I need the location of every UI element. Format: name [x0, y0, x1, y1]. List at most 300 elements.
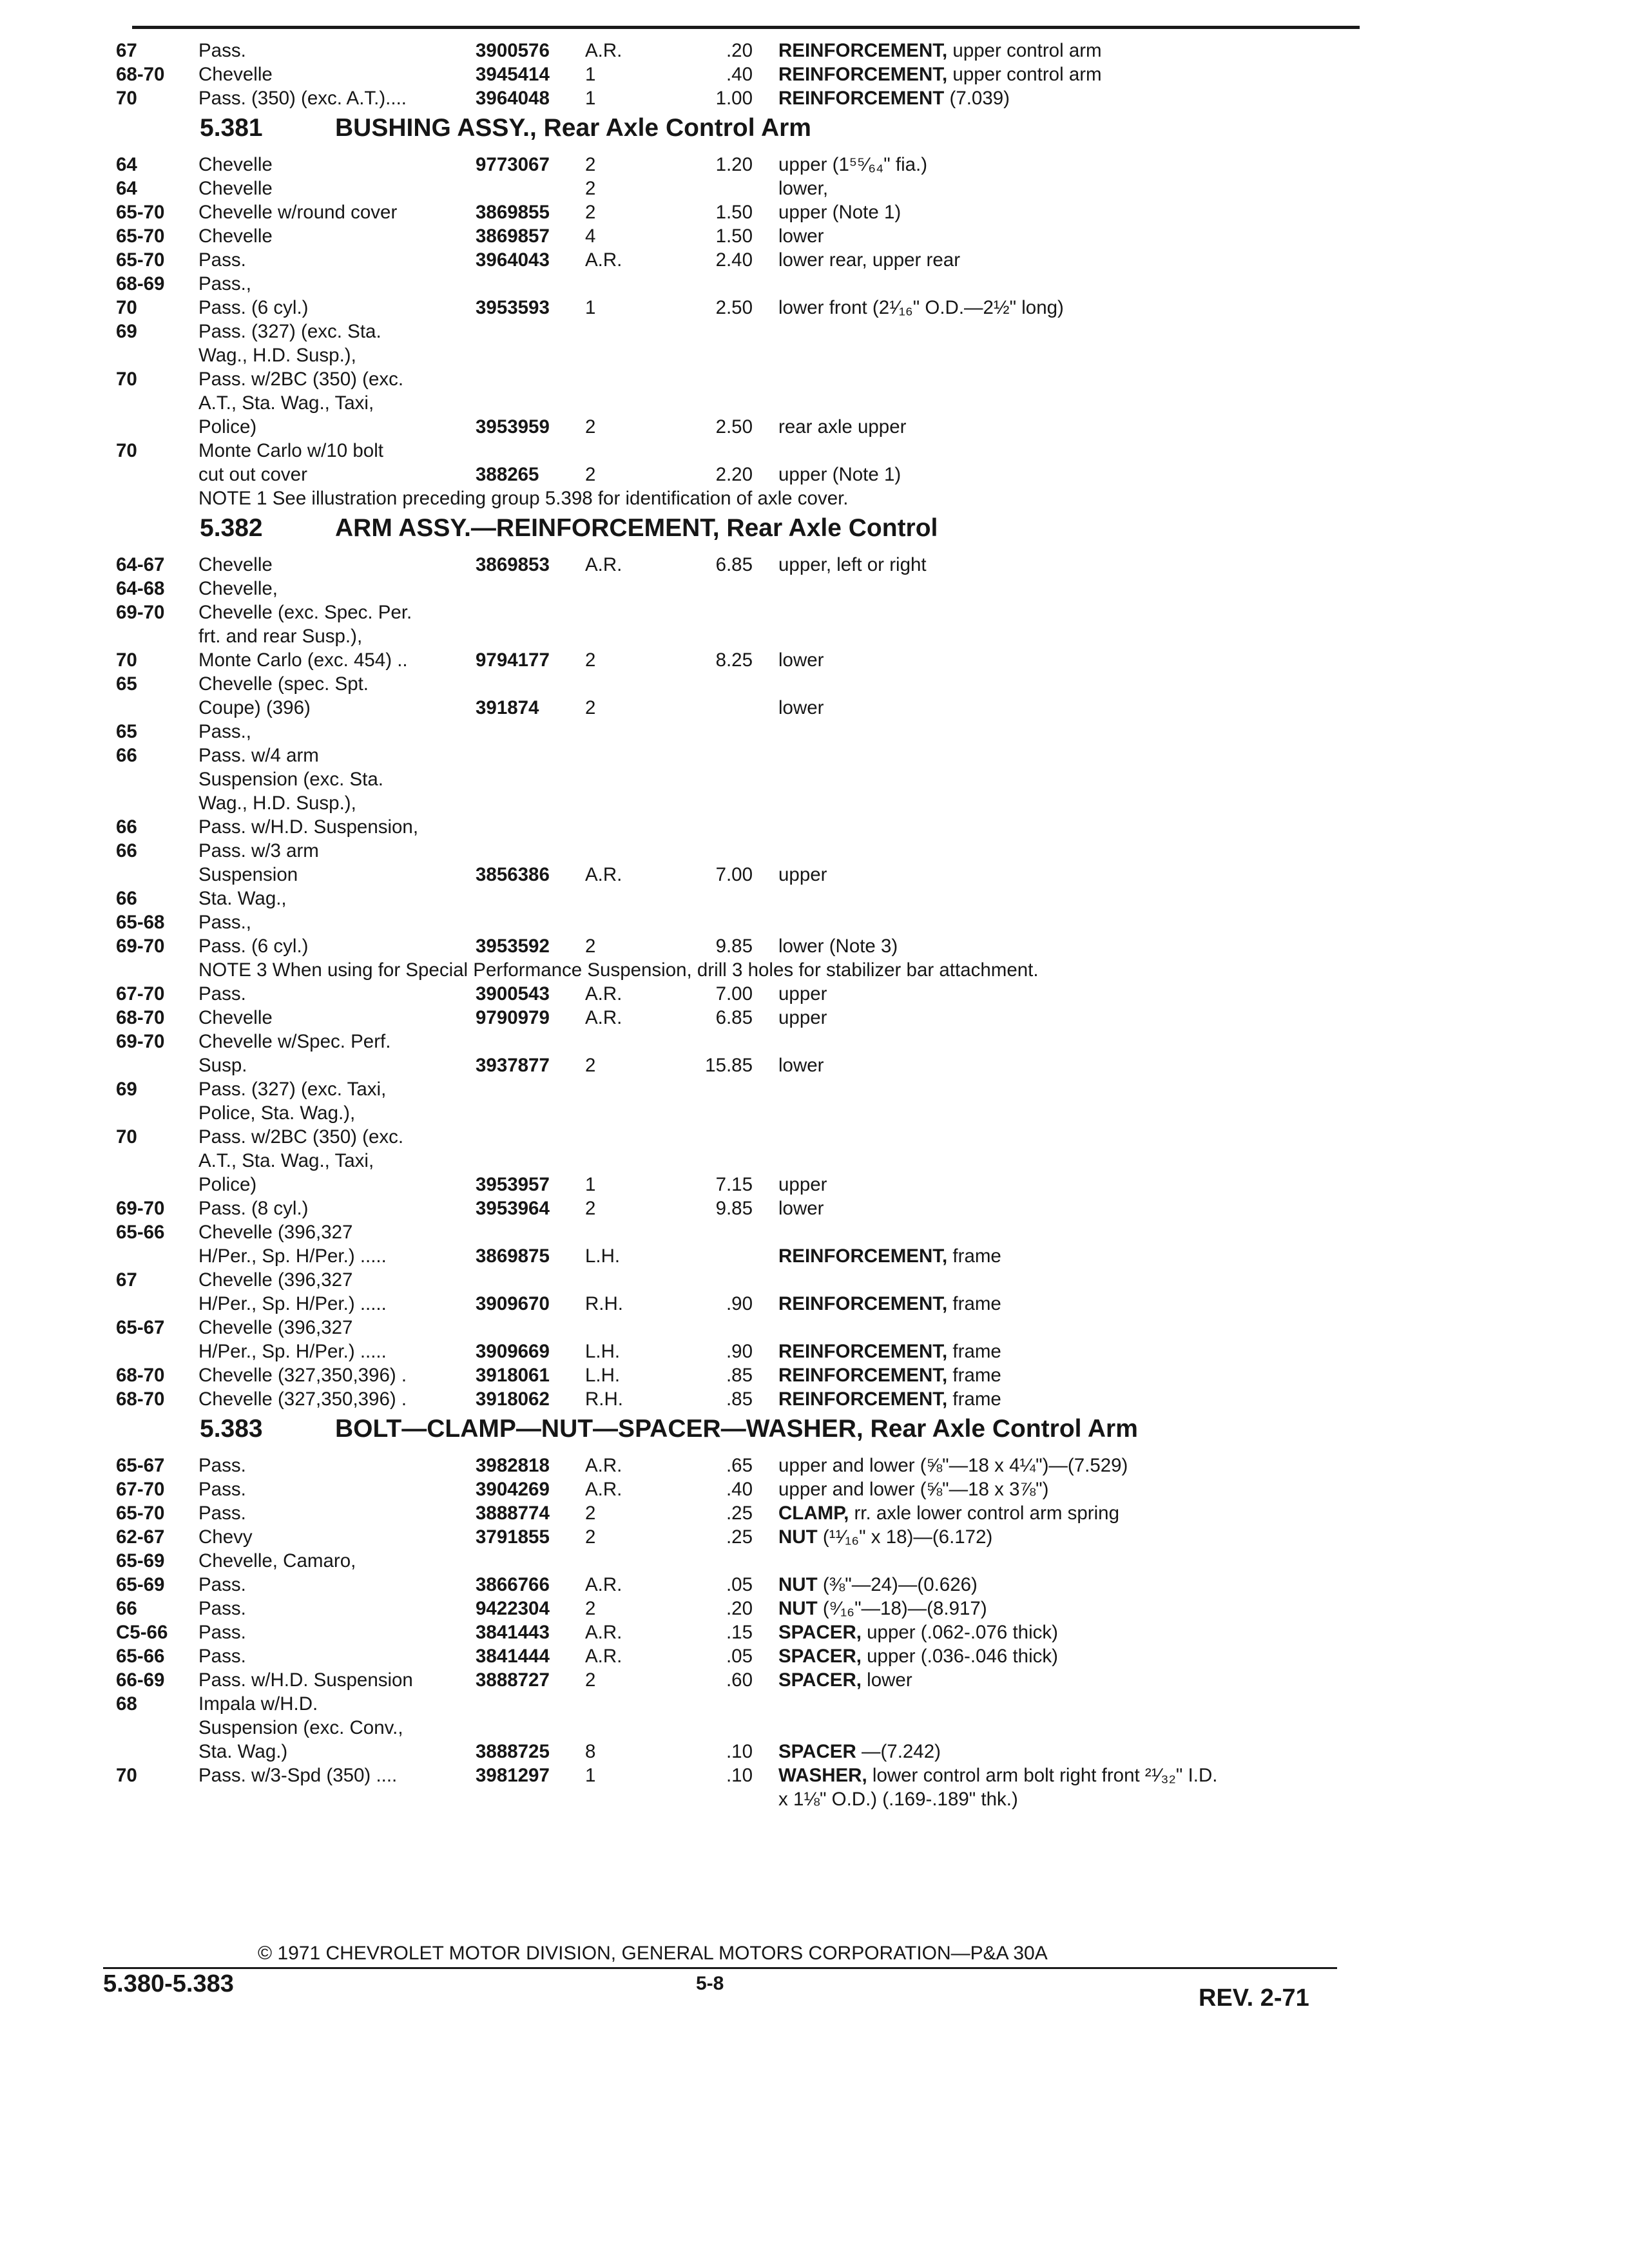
row-years: 69-70	[116, 1198, 165, 1219]
row-part-name	[778, 1454, 1373, 1477]
row-part-name-text: upper (1⁵⁵⁄₆₄" fia.)	[778, 154, 928, 175]
row-part-name	[778, 1787, 1373, 1811]
section-note: NOTE 3 When using for Special Performance Suspension, drill 3 holes for stabilizer bar attachment.	[198, 959, 1039, 981]
row-years: 65-66	[116, 1222, 165, 1243]
row-part-name-bold: REINFORCEMENT,	[778, 1293, 948, 1314]
row-price: 7.00	[715, 983, 753, 1004]
catalog-row	[116, 934, 1373, 958]
row-part-name	[778, 982, 1373, 1006]
row-part-name-text: rr. axle lower control arm spring	[849, 1503, 1119, 1524]
row-part-name-text: —(7.242)	[856, 1741, 941, 1762]
row-quantity: A.R.	[585, 1007, 622, 1028]
row-description: Pass. w/3 arm	[198, 840, 319, 861]
row-part-name-bold: REINFORCEMENT,	[778, 1245, 948, 1267]
row-description: Chevelle (spec. Spt.	[198, 673, 369, 695]
row-years: 68-70	[116, 1365, 165, 1386]
catalog-row	[116, 863, 1373, 887]
row-part-number: 3888725	[476, 1741, 550, 1762]
row-part-name-text: upper, left or right	[778, 554, 927, 575]
row-years: 65	[116, 673, 137, 695]
catalog-row	[116, 1196, 1373, 1220]
catalog-row	[116, 177, 1373, 200]
row-description: Pass.	[198, 1622, 246, 1643]
row-description: Chevelle, Camaro,	[198, 1550, 356, 1571]
row-description: Police, Sta. Wag.),	[198, 1102, 356, 1124]
row-years: 70	[116, 649, 137, 671]
row-part-number: 3964048	[476, 88, 550, 109]
row-quantity: R.H.	[585, 1293, 623, 1314]
row-part-name-text: lower rear, upper rear	[778, 249, 961, 271]
row-years: 65	[116, 721, 137, 742]
row-part-name-bold: REINFORCEMENT,	[778, 64, 948, 85]
row-description: Monte Carlo (exc. 454) ..	[198, 649, 408, 671]
row-part-name	[778, 1340, 1373, 1363]
catalog-row	[116, 624, 1373, 648]
catalog-row	[116, 720, 1373, 744]
section-number: 5.382	[200, 514, 263, 542]
catalog-row	[116, 463, 1373, 486]
row-description: Chevelle (396,327	[198, 1269, 353, 1291]
row-part-name	[778, 1740, 1373, 1763]
catalog-row	[116, 1501, 1373, 1525]
row-part-number: 3953964	[476, 1198, 550, 1219]
row-part-name	[778, 153, 1373, 177]
row-part-name-bold: SPACER	[778, 1741, 856, 1762]
row-part-name-text: frame	[947, 1245, 1001, 1267]
row-description: Impala w/H.D.	[198, 1693, 318, 1715]
row-years: 64-67	[116, 554, 165, 575]
row-description: Coupe) (396)	[198, 697, 311, 718]
row-part-number: 3953957	[476, 1174, 550, 1195]
row-quantity: 2	[585, 1598, 596, 1619]
catalog-row	[116, 62, 1373, 86]
row-description: Chevy	[198, 1526, 253, 1548]
row-part-name-text: (⅜"—24)—(0.626)	[817, 1574, 978, 1595]
row-years: 66	[116, 888, 137, 909]
catalog-row	[116, 1173, 1373, 1196]
row-description: Chevelle w/Spec. Perf.	[198, 1031, 391, 1052]
row-quantity: 2	[585, 649, 596, 671]
row-part-name-text: upper (Note 1)	[778, 464, 901, 485]
row-quantity: 2	[585, 178, 596, 199]
row-quantity: 2	[585, 202, 596, 223]
row-quantity: A.R.	[585, 249, 622, 271]
row-description: Pass. w/2BC (350) (exc.	[198, 1126, 404, 1148]
row-description: Chevelle (exc. Spec. Per.	[198, 602, 412, 623]
catalog-section	[116, 39, 1373, 110]
catalog-row	[116, 1525, 1373, 1549]
catalog-row	[116, 224, 1373, 248]
row-price: 2.20	[715, 464, 753, 485]
row-price: 2.50	[715, 297, 753, 318]
row-price: .10	[726, 1765, 753, 1786]
catalog-row	[116, 1477, 1373, 1501]
row-description: Chevelle	[198, 226, 273, 247]
section-title: BUSHING ASSY., Rear Axle Control Arm	[335, 114, 811, 142]
row-part-number: 3953592	[476, 936, 550, 957]
row-description: Pass. (6 cyl.)	[198, 297, 309, 318]
row-part-name-bold: NUT	[778, 1526, 818, 1548]
row-years: 70	[116, 1765, 137, 1786]
row-years: 67-70	[116, 1479, 165, 1500]
row-part-name	[778, 463, 1373, 486]
row-price: .25	[726, 1526, 753, 1548]
row-years: 70	[116, 440, 137, 461]
row-description: Chevelle w/round cover	[198, 202, 398, 223]
row-description: Wag., H.D. Susp.),	[198, 345, 356, 366]
row-part-name-bold: SPACER,	[778, 1646, 862, 1667]
row-years: 67	[116, 1269, 137, 1291]
row-part-name	[778, 696, 1373, 720]
row-years: 64	[116, 178, 137, 199]
row-description: Pass. w/3-Spd (350) ....	[198, 1765, 398, 1786]
row-part-name-text: lower control arm bolt right front ²¹⁄₃₂" I.D.	[867, 1765, 1218, 1786]
copyright-line: © 1971 CHEVROLET MOTOR DIVISION, GENERAL MOTORS CORPORATION—P&A 30A	[258, 1943, 1048, 1964]
row-part-name-text: rear axle upper	[778, 416, 907, 437]
row-description: H/Per., Sp. H/Per.) .....	[198, 1341, 387, 1362]
row-part-name	[778, 1644, 1373, 1668]
catalog-row	[116, 248, 1373, 272]
catalog-row	[116, 1053, 1373, 1077]
row-part-name	[778, 248, 1373, 272]
row-description: Chevelle	[198, 154, 273, 175]
catalog-row	[116, 1644, 1373, 1668]
row-quantity: L.H.	[585, 1365, 621, 1386]
row-description: Chevelle	[198, 64, 273, 85]
row-description: Pass.	[198, 1646, 246, 1667]
row-years: 69	[116, 321, 137, 342]
row-description: Pass.	[198, 1503, 246, 1524]
row-price: .20	[726, 1598, 753, 1619]
row-part-number: 3869857	[476, 226, 550, 247]
row-part-name-text: upper (Note 1)	[778, 202, 901, 223]
row-description: Monte Carlo w/10 bolt	[198, 440, 383, 461]
section-heading	[200, 1415, 1373, 1454]
row-price: 2.40	[715, 249, 753, 271]
row-quantity: L.H.	[585, 1245, 621, 1267]
row-price: .40	[726, 64, 753, 85]
row-part-name	[778, 415, 1373, 439]
row-years: 70	[116, 297, 137, 318]
catalog-row	[116, 320, 1373, 343]
row-part-name	[778, 1053, 1373, 1077]
row-part-number: 3888774	[476, 1503, 550, 1524]
row-part-number: 3869855	[476, 202, 550, 223]
row-description: Chevelle	[198, 554, 273, 575]
catalog-row	[116, 648, 1373, 672]
row-years: 68-70	[116, 64, 165, 85]
row-part-name	[778, 1387, 1373, 1411]
row-quantity: 2	[585, 1503, 596, 1524]
row-quantity: 2	[585, 1055, 596, 1076]
row-part-name-text: upper (.062-.076 thick)	[861, 1622, 1058, 1643]
catalog-row	[116, 391, 1373, 415]
row-part-name-bold: REINFORCEMENT,	[778, 1365, 948, 1386]
row-part-name-text: (⁹⁄₁₆"—18)—(8.917)	[817, 1598, 987, 1619]
catalog-row	[116, 1340, 1373, 1363]
catalog-row	[116, 1077, 1373, 1101]
row-part-number: 388265	[476, 464, 539, 485]
catalog-row	[116, 1149, 1373, 1173]
row-part-name-text: lower	[778, 1198, 824, 1219]
row-part-name	[778, 648, 1373, 672]
row-part-name-text: upper (.036-.046 thick)	[861, 1646, 1058, 1667]
row-description: Suspension	[198, 864, 298, 885]
row-part-name	[778, 1597, 1373, 1620]
row-quantity: A.R.	[585, 864, 622, 885]
row-part-number: 3841444	[476, 1646, 550, 1667]
row-description: Police)	[198, 416, 257, 437]
catalog-row	[116, 1268, 1373, 1292]
row-description: Pass. (327) (exc. Sta.	[198, 321, 381, 342]
row-years: 65-67	[116, 1317, 165, 1338]
row-description: frt. and rear Susp.),	[198, 626, 363, 647]
row-part-name-bold: CLAMP,	[778, 1503, 849, 1524]
row-part-number: 3909669	[476, 1341, 550, 1362]
catalog-row	[116, 1549, 1373, 1573]
catalog-row	[116, 767, 1373, 791]
row-years: 65-69	[116, 1574, 165, 1595]
row-description: Chevelle,	[198, 578, 278, 599]
row-price: .90	[726, 1293, 753, 1314]
row-years: 69-70	[116, 936, 165, 957]
row-part-name-bold: NUT	[778, 1598, 818, 1619]
row-part-name-text: upper control arm	[947, 40, 1102, 61]
row-description: Pass.	[198, 1455, 246, 1476]
catalog-row	[116, 982, 1373, 1006]
section-note: NOTE 1 See illustration preceding group 5.398 for identification of axle cover.	[198, 488, 849, 509]
row-part-name-text: frame	[947, 1365, 1001, 1386]
catalog-row	[116, 1740, 1373, 1763]
row-price: .65	[726, 1455, 753, 1476]
row-years: 70	[116, 88, 137, 109]
row-part-name	[778, 934, 1373, 958]
row-part-name-text: upper	[778, 864, 827, 885]
catalog-row	[116, 1030, 1373, 1053]
row-part-name-text: lower	[778, 697, 824, 718]
row-quantity: 4	[585, 226, 596, 247]
row-part-name-text: (¹¹⁄₁₆" x 18)—(6.172)	[817, 1526, 993, 1548]
row-years: 68-70	[116, 1007, 165, 1028]
catalog-row	[116, 1363, 1373, 1387]
row-years: 65-70	[116, 202, 165, 223]
row-quantity: A.R.	[585, 40, 622, 61]
row-quantity: 1	[585, 1174, 596, 1195]
page-range: 5.380-5.383	[103, 1970, 234, 1997]
row-description: Pass.	[198, 1479, 246, 1500]
row-quantity: 2	[585, 464, 596, 485]
row-description: A.T., Sta. Wag., Taxi,	[198, 392, 374, 414]
catalog-row	[116, 296, 1373, 320]
row-description: Chevelle (327,350,396) .	[198, 1389, 407, 1410]
row-part-name-text: upper and lower (⅝"—18 x 4¼")—(7.529)	[778, 1455, 1128, 1476]
row-price: .85	[726, 1389, 753, 1410]
catalog-row	[116, 696, 1373, 720]
catalog-row	[116, 1620, 1373, 1644]
row-years: 68-70	[116, 1389, 165, 1410]
row-quantity: 1	[585, 88, 596, 109]
row-quantity: A.R.	[585, 1455, 622, 1476]
row-part-number: 3888727	[476, 1669, 550, 1691]
row-price: .10	[726, 1741, 753, 1762]
revision-label: REV. 2-71	[1199, 1984, 1309, 2012]
row-years: 66	[116, 1598, 137, 1619]
row-description: Pass.,	[198, 273, 251, 294]
row-part-name	[778, 1244, 1373, 1268]
row-price: .20	[726, 40, 753, 61]
row-description: Pass. w/4 arm	[198, 745, 319, 766]
row-quantity: 2	[585, 697, 596, 718]
row-part-name-bold: REINFORCEMENT,	[778, 40, 948, 61]
row-years: 65-67	[116, 1455, 165, 1476]
parts-catalog-page	[116, 39, 1373, 1815]
row-part-name	[778, 1363, 1373, 1387]
catalog-row	[116, 744, 1373, 767]
row-part-name	[778, 1477, 1373, 1501]
row-description: Pass.	[198, 249, 246, 271]
row-description: Pass. w/2BC (350) (exc.	[198, 369, 404, 390]
page-number: 5-8	[696, 1973, 724, 1994]
catalog-row	[116, 200, 1373, 224]
row-part-name-text: x 1⅛" O.D.) (.169-.189" thk.)	[778, 1789, 1018, 1810]
row-part-name	[778, 39, 1373, 62]
top-rule	[132, 26, 1360, 29]
row-years: 67-70	[116, 983, 165, 1004]
row-description: Pass. (327) (exc. Taxi,	[198, 1079, 387, 1100]
catalog-row	[116, 1763, 1373, 1787]
row-part-name	[778, 224, 1373, 248]
row-part-name-bold: REINFORCEMENT,	[778, 1341, 948, 1362]
row-quantity: A.R.	[585, 1646, 622, 1667]
row-price: 15.85	[705, 1055, 753, 1076]
row-price: 9.85	[715, 936, 753, 957]
row-years: 65-69	[116, 1550, 165, 1571]
row-part-name	[778, 1525, 1373, 1549]
row-price: .05	[726, 1646, 753, 1667]
row-part-name	[778, 1668, 1373, 1692]
row-part-number: 3982818	[476, 1455, 550, 1476]
row-part-name-text: lower,	[778, 178, 829, 199]
row-description: H/Per., Sp. H/Per.) .....	[198, 1245, 387, 1267]
row-description: Chevelle	[198, 178, 273, 199]
row-description: Pass. (6 cyl.)	[198, 936, 309, 957]
row-years: 69-70	[116, 1031, 165, 1052]
row-part-name	[778, 1173, 1373, 1196]
row-quantity: 2	[585, 1198, 596, 1219]
row-years: 64	[116, 154, 137, 175]
row-quantity: 2	[585, 1526, 596, 1548]
catalog-row	[116, 1125, 1373, 1149]
row-years: 70	[116, 369, 137, 390]
catalog-row	[116, 86, 1373, 110]
row-part-number: 3981297	[476, 1765, 550, 1786]
catalog-row	[116, 415, 1373, 439]
section-number: 5.381	[200, 114, 263, 142]
row-price: .60	[726, 1669, 753, 1691]
row-part-name-text: upper and lower (⅝"—18 x 3⅞")	[778, 1479, 1049, 1500]
row-years: 67	[116, 40, 137, 61]
catalog-row	[116, 343, 1373, 367]
row-part-name-bold: NUT	[778, 1574, 818, 1595]
row-price: .90	[726, 1341, 753, 1362]
row-part-number: 3791855	[476, 1526, 550, 1548]
catalog-row	[116, 1597, 1373, 1620]
row-quantity: 2	[585, 936, 596, 957]
row-years: 65-70	[116, 249, 165, 271]
catalog-section	[116, 514, 1373, 1411]
row-part-number: 3937877	[476, 1055, 550, 1076]
row-part-number: 3918061	[476, 1365, 550, 1386]
section-title: BOLT—CLAMP—NUT—SPACER—WASHER, Rear Axle Control Arm	[335, 1415, 1138, 1443]
row-description: Sta. Wag.)	[198, 1741, 288, 1762]
catalog-row	[116, 439, 1373, 463]
row-description: Chevelle (396,327	[198, 1317, 353, 1338]
row-description: Pass. w/H.D. Suspension,	[198, 816, 419, 838]
row-part-name	[778, 62, 1373, 86]
row-description: Chevelle	[198, 1007, 273, 1028]
row-part-number: 9773067	[476, 154, 550, 175]
row-part-number: 3945414	[476, 64, 550, 85]
section-title: ARM ASSY.—REINFORCEMENT, Rear Axle Control	[335, 514, 938, 542]
catalog-row	[116, 1716, 1373, 1740]
row-description: Pass.	[198, 40, 246, 61]
catalog-row	[116, 577, 1373, 601]
row-part-name-text: frame	[947, 1341, 1001, 1362]
row-years: 68-69	[116, 273, 165, 294]
row-part-name-text: upper control arm	[947, 64, 1102, 85]
row-years: 65-70	[116, 1503, 165, 1524]
row-part-name	[778, 863, 1373, 887]
row-description: Chevelle (327,350,396) .	[198, 1365, 407, 1386]
row-part-name	[778, 553, 1373, 577]
row-part-number: 3900543	[476, 983, 550, 1004]
row-description: Susp.	[198, 1055, 247, 1076]
row-years: 65-68	[116, 912, 165, 933]
row-part-name	[778, 1763, 1373, 1787]
row-years: 68	[116, 1693, 137, 1715]
row-part-number: 3869875	[476, 1245, 550, 1267]
row-part-name	[778, 1006, 1373, 1030]
row-quantity: A.R.	[585, 1622, 622, 1643]
row-part-name	[778, 86, 1373, 110]
row-part-number: 391874	[476, 697, 539, 718]
row-quantity: A.R.	[585, 1479, 622, 1500]
row-part-name-bold: REINFORCEMENT,	[778, 1389, 948, 1410]
catalog-row	[116, 839, 1373, 863]
row-quantity: 8	[585, 1741, 596, 1762]
row-part-name	[778, 200, 1373, 224]
row-part-number: 3856386	[476, 864, 550, 885]
row-description: Pass.	[198, 1598, 246, 1619]
catalog-row	[116, 39, 1373, 62]
row-price: .15	[726, 1622, 753, 1643]
row-part-name-text: lower	[778, 226, 824, 247]
row-price: .25	[726, 1503, 753, 1524]
row-years: 66	[116, 816, 137, 838]
row-years: 66	[116, 840, 137, 861]
row-part-number: 3869853	[476, 554, 550, 575]
row-price: 1.20	[715, 154, 753, 175]
row-part-name-text: lower front (2¹⁄₁₆" O.D.—2½" long)	[778, 297, 1064, 318]
catalog-row	[116, 1692, 1373, 1716]
catalog-row	[116, 272, 1373, 296]
row-part-name-text: frame	[947, 1389, 1001, 1410]
catalog-row	[116, 1787, 1373, 1811]
row-part-name-text: upper	[778, 983, 827, 1004]
row-description: Pass. w/H.D. Suspension	[198, 1669, 413, 1691]
row-years: 65-70	[116, 226, 165, 247]
catalog-section	[116, 114, 1373, 510]
